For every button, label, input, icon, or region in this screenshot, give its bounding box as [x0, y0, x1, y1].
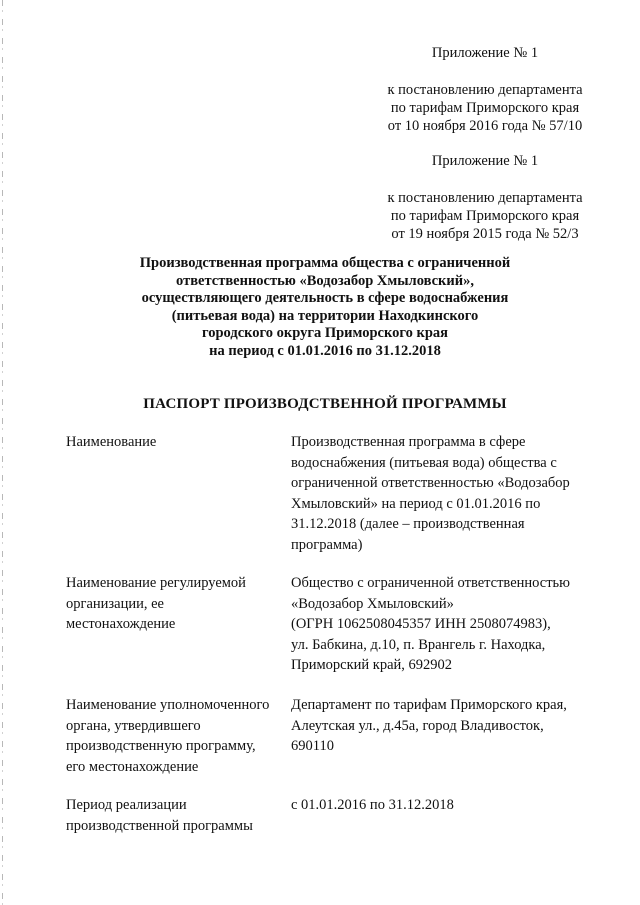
passport-row-value: [291, 432, 591, 555]
program-title-line: осуществляющего деятельность в сфере водоснабжения: [141, 290, 509, 307]
approval-line: по тарифам Приморского края: [390, 208, 580, 224]
value-line: ул. Бабкина, д.10, п. Врангель г. Находка,: [291, 636, 546, 653]
value-line: Алеутская ул., д.45а, город Владивосток,: [291, 717, 544, 734]
value-line: Хмыловский» на период с 01.01.2016 по: [291, 495, 541, 512]
label-line: местонахождение: [66, 616, 176, 632]
label-line: производственной программы: [66, 817, 253, 834]
appendix-title: Приложение № 1: [431, 45, 539, 61]
program-title-line: ответственностью «Водозабор Хмыловский»,: [176, 272, 474, 289]
approval-line: к постановлению департамента: [387, 82, 583, 98]
scan-edge-artifact: [2, 0, 3, 905]
value-line: (ОГРН 1062508045357 ИНН 2508074983),: [291, 616, 551, 632]
value-line: водоснабжения (питьевая вода) общества с: [291, 454, 557, 471]
approval-line: к постановлению департамента: [387, 190, 583, 206]
value-line: ограниченной ответственностью «Водозабор: [291, 475, 570, 491]
label-line: производственную программу,: [66, 738, 256, 754]
label-line: Наименование: [66, 434, 157, 450]
passport-row-label: [66, 432, 288, 453]
passport-row-value: [291, 795, 591, 816]
passport-heading: ПАСПОРТ ПРОИЗВОДСТВЕННОЙ ПРОГРАММЫ: [143, 396, 507, 412]
value-line: Производственная программа в сфере: [291, 434, 526, 450]
approval-line: от 10 ноября 2016 года № 57/10: [387, 118, 583, 134]
value-line: Общество с ограниченной ответственностью: [291, 575, 570, 591]
value-line: Департамент по тарифам Приморского края,: [291, 697, 567, 713]
label-line: организации, ее: [66, 595, 164, 612]
program-title-line: Производственная программа общества с ограниченной: [139, 255, 511, 271]
passport-row-value: [291, 695, 591, 757]
label-line: Наименование регулируемой: [66, 575, 246, 591]
program-title-line: городского округа Приморского края: [202, 325, 448, 342]
approval-line: от 19 ноября 2015 года № 52/3: [391, 226, 579, 242]
program-title-line: на период с 01.01.2016 по 31.12.2018: [209, 342, 441, 359]
passport-row-label: [66, 573, 288, 635]
value-line: 31.12.2018 (далее – производственная: [291, 516, 525, 532]
approval-block-current: [370, 44, 600, 135]
label-line: органа, утвердившего: [66, 717, 201, 734]
label-line: Наименование уполномоченного: [66, 697, 270, 713]
passport-row-label: [66, 795, 288, 836]
approval-block-original: [370, 152, 600, 243]
program-title-line: (питьевая вода) на территории Находкинского: [171, 307, 479, 324]
value-line: Приморский край, 692902: [291, 657, 453, 673]
value-line: «Водозабор Хмыловский»: [291, 595, 454, 612]
appendix-title: Приложение № 1: [431, 153, 539, 169]
passport-row-label: [66, 695, 288, 777]
program-title: [90, 255, 560, 361]
passport-row-value: [291, 573, 591, 676]
label-line: его местонахождение: [66, 758, 199, 775]
value-line: 690110: [291, 738, 334, 754]
approval-line: по тарифам Приморского края: [390, 100, 580, 116]
value-line: программа): [291, 536, 363, 553]
value-line: с 01.01.2016 по 31.12.2018: [291, 797, 454, 813]
label-line: Период реализации: [66, 797, 187, 813]
